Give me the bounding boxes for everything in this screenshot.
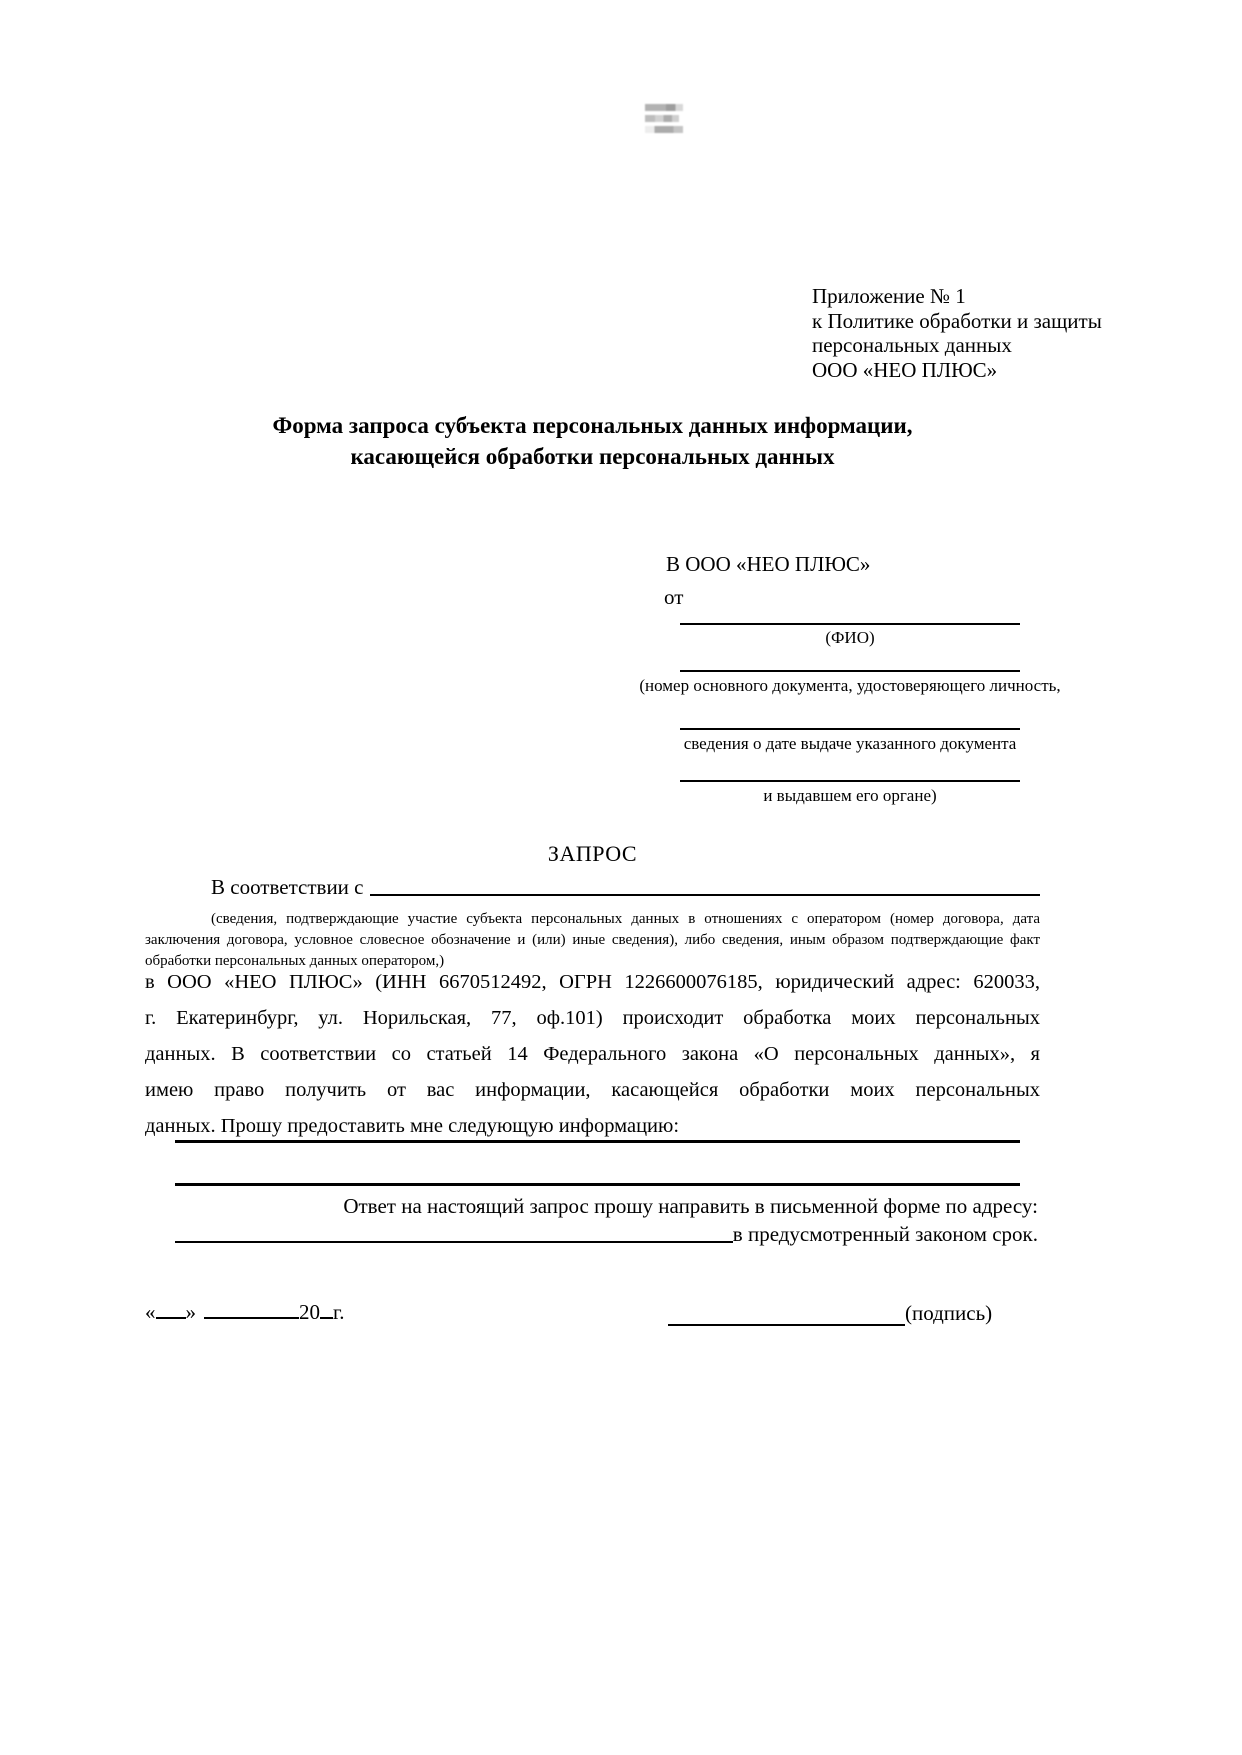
year-blank-line (320, 1301, 333, 1319)
quote-open: « (145, 1300, 156, 1324)
signature-blank-line (668, 1300, 905, 1326)
document-number-blank-line (680, 670, 1020, 672)
addressee-organization: В ООО «НЕО ПЛЮС» (666, 552, 871, 576)
appendix-block (812, 284, 1102, 382)
document-title (145, 410, 1040, 472)
reply-instruction: Ответ на настоящий запрос прошу направить в письменной форме по адресу: (343, 1194, 1038, 1218)
title-line: Форма запроса субъекта персональных данных информации, (272, 413, 913, 438)
accordance-lead: В соответствии с (211, 875, 364, 899)
appendix-line: персональных данных (812, 333, 1012, 357)
faded-logo-icon (645, 104, 683, 137)
accordance-row (145, 875, 1040, 900)
day-blank-line (156, 1301, 186, 1319)
issuing-authority-blank-line (680, 780, 1020, 782)
fine-print-line: обработки персональных данных оператором,) (145, 953, 445, 969)
year-suffix: г. (333, 1300, 345, 1324)
reply-address-row (175, 1222, 1038, 1247)
signature-row (668, 1300, 992, 1326)
title-line: касающейся обработки персональных данных (350, 444, 835, 469)
body-line: в ООО «НЕО ПЛЮС» (ИНН 6670512492, ОГРН 1226600076185, юридический адрес: 620033, (145, 971, 1040, 993)
body-line: имею право получить от вас информации, касающейся обработки моих персональных (145, 1079, 1040, 1101)
quote-close: » (185, 1300, 196, 1324)
address-blank-line (175, 1223, 733, 1243)
month-blank-line (204, 1301, 299, 1319)
appendix-line: ООО «НЕО ПЛЮС» (812, 357, 998, 382)
reply-tail-text: в предусмотренный законом срок. (732, 1222, 1038, 1246)
request-heading: ЗАПРОС (547, 841, 638, 866)
body-line: г. Екатеринбург, ул. Норильская, 77, оф.101) происходит обработка моих персональных (145, 1007, 1040, 1029)
information-blank-line (175, 1140, 1020, 1143)
signature-caption: (подпись) (905, 1301, 993, 1325)
from-label: от (664, 585, 684, 609)
body-line: данных. Прошу предоставить мне следующую информацию: (145, 1115, 680, 1137)
fine-print-line: (сведения, подтверждающие участие субъекта персональных данных в отношениях с оператором (номер договора, дата (211, 911, 1040, 927)
fio-caption: (ФИО) (825, 628, 875, 647)
appendix-line: Приложение № 1 (812, 284, 966, 308)
fio-blank-line (680, 623, 1020, 625)
body-paragraph (145, 964, 1040, 1144)
document-number-caption: (номер основного документа, удостоверяющего личность, (639, 676, 1061, 695)
information-blank-line (175, 1183, 1020, 1186)
fine-print (145, 909, 1040, 972)
body-line: данных. В соответствии со статьей 14 Федерального закона «О персональных данных», я (145, 1043, 1040, 1065)
date-placeholder (145, 1300, 345, 1325)
accordance-blank-line (370, 876, 1041, 896)
century-prefix: 20 (299, 1300, 320, 1324)
fine-print-line: заключения договора, условное словесное обозначение и (или) иные сведения), либо сведения, иным образом подтверждающие факт (145, 932, 1040, 948)
issuing-authority-caption: и выдавшем его органе) (763, 786, 937, 805)
issue-date-blank-line (680, 728, 1020, 730)
issue-date-caption: сведения о дате выдаче указанного документа (683, 734, 1017, 753)
appendix-line: к Политике обработки и защиты (812, 308, 1102, 333)
